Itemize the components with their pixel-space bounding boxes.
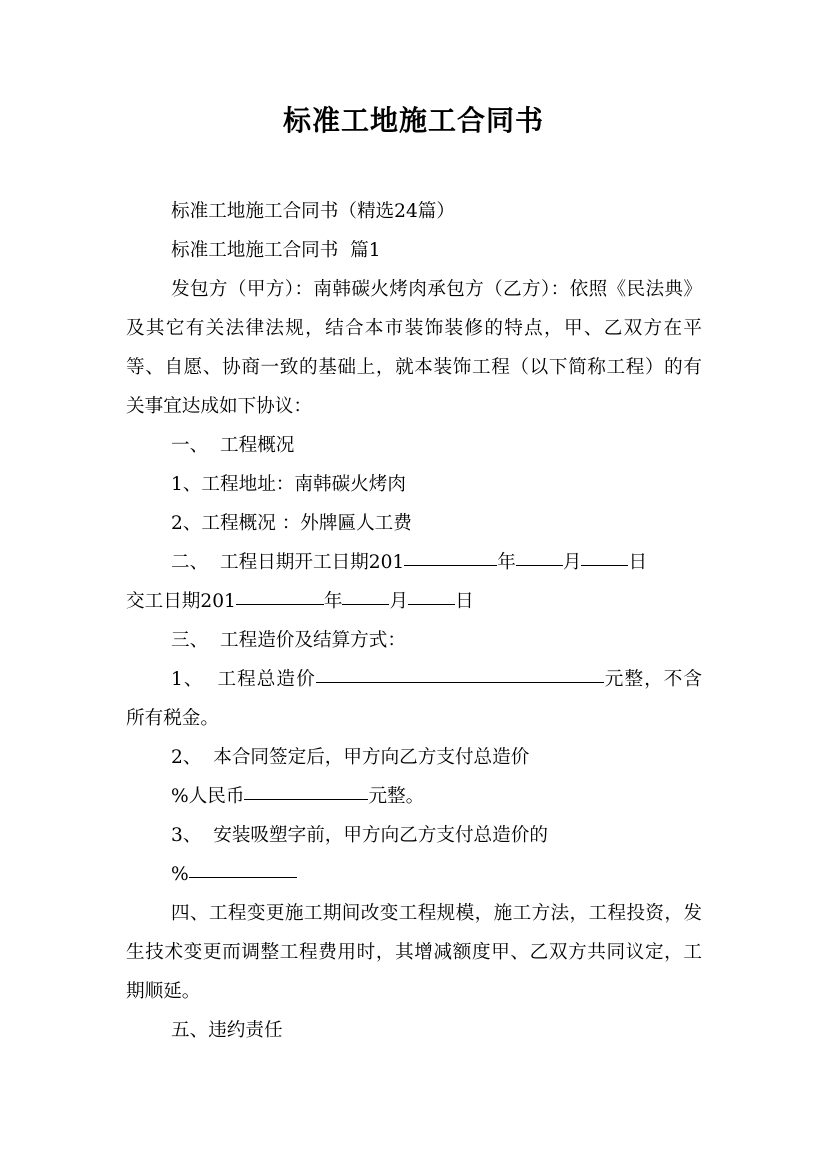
end-month-label: 月	[389, 591, 409, 612]
end-year-label: 年	[323, 591, 343, 612]
section-2-start-label: 二、 工程日期开工日期201	[171, 552, 405, 573]
rmb-amount-blank	[244, 780, 368, 800]
document-title: 标准工地施工合同书	[282, 104, 544, 137]
end-day-blank	[408, 585, 455, 605]
start-day-label: 日	[628, 552, 648, 573]
intro-paragraph: 发包方（甲方）：南韩碳火烤肉承包方（乙方）：依照《民法典》及其它有关法律法规，结合本市装饰装修的特点，甲、乙双方在平等、自愿、协商一致的基础上，就本装饰工程（以下简称工程）的有关事宜达成如下协议：	[126, 279, 702, 417]
section-2-start-date	[126, 543, 702, 582]
end-date-label: 交工日期201	[126, 591, 236, 612]
start-month-blank	[516, 546, 563, 566]
section-5-heading: 五、违约责任	[171, 1020, 283, 1041]
start-year-blank	[404, 546, 497, 566]
document-body	[126, 192, 702, 1050]
percent-blank	[189, 858, 297, 878]
section-1-heading: 一、 工程概况	[171, 435, 295, 456]
section-2-end-date	[126, 582, 702, 621]
subtitle: 标准工地施工合同书（精选24篇）	[171, 201, 455, 222]
end-day-label: 日	[455, 591, 474, 612]
start-month-label: 月	[562, 552, 582, 573]
section-3-item-3-percent	[126, 855, 702, 894]
section-1-item-2: 2、工程概况 ：外牌匾人工费	[171, 513, 412, 534]
section-3-item-1	[126, 660, 702, 738]
section-1-item-1: 1、工程地址：南韩碳火烤肉	[171, 474, 406, 495]
end-month-blank	[342, 585, 389, 605]
section-4-paragraph: 四、工程变更施工期间改变工程规模，施工方法，工程投资，发生技术变更而调整工程费用时，其增减额度甲、乙双方共同议定，工期顺延。	[126, 903, 702, 1002]
end-year-blank	[236, 585, 324, 605]
percent-label: %	[171, 864, 189, 885]
article-heading: 标准工地施工合同书 篇1	[171, 240, 381, 261]
rmb-label: %人民币	[171, 786, 245, 807]
section-3-heading: 三、 工程造价及结算方式：	[171, 630, 406, 651]
section-3-item-2: 2、 本合同签定后，甲方向乙方支付总造价	[171, 747, 530, 768]
rmb-suffix: 元整。	[368, 786, 425, 807]
start-day-blank	[581, 546, 628, 566]
total-cost-blank	[316, 663, 604, 683]
start-year-label: 年	[497, 552, 516, 573]
total-cost-suffix: 元整，不含所有税金。	[126, 669, 702, 729]
section-3-item-2-amount	[126, 777, 702, 816]
total-cost-label: 1、 工程总造价	[171, 669, 316, 690]
section-3-item-3: 3、 安装吸塑字前，甲方向乙方支付总造价的	[171, 825, 548, 846]
